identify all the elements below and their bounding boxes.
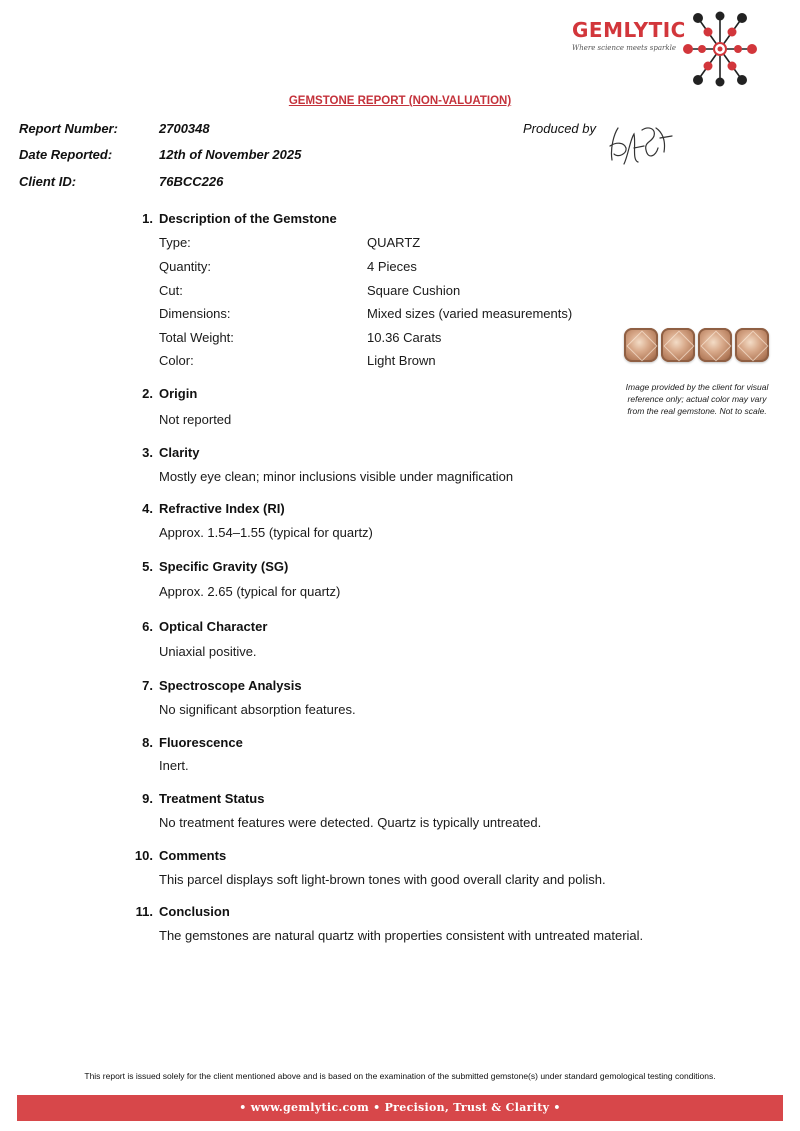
section-title: Comments xyxy=(159,848,227,863)
meta-label: Report Number: xyxy=(19,121,118,136)
footer-bar xyxy=(17,1095,783,1121)
property-type xyxy=(159,235,619,253)
section-number: 5. xyxy=(142,559,153,574)
section-spectroscope xyxy=(135,678,735,717)
signature-icon xyxy=(604,120,676,174)
gemstone-photo xyxy=(624,324,772,364)
section-number: 2. xyxy=(142,386,153,401)
property-value: QUARTZ xyxy=(367,235,421,250)
gemstone-image xyxy=(624,328,658,362)
section-heading xyxy=(135,386,735,404)
gemlytic-logo-icon xyxy=(680,10,760,88)
meta-value: 12th of November 2025 xyxy=(159,147,302,162)
section-heading xyxy=(135,501,735,519)
section-description xyxy=(135,211,735,368)
gemstone-image xyxy=(661,328,695,362)
brand-tagline: Where science meets sparkle xyxy=(572,44,677,52)
section-title: Refractive Index (RI) xyxy=(159,501,285,516)
section-number: 9. xyxy=(142,791,153,806)
section-number: 6. xyxy=(142,619,153,634)
brand-name: GEMLYTIC xyxy=(572,18,686,42)
section-number: 8. xyxy=(142,735,153,750)
property-label: Cut: xyxy=(159,283,183,298)
meta-value: 76BCC226 xyxy=(159,174,224,189)
footer-disclaimer: This report is issued solely for the client mentioned above and is based on the examination of the submitted gemstone(s) under standard gemological testing conditions. xyxy=(84,1071,716,1081)
section-treatment-status xyxy=(135,791,735,830)
property-value: Light Brown xyxy=(367,353,436,368)
property-value: Mixed sizes (varied measurements) xyxy=(367,306,573,321)
produced-by: Produced by xyxy=(523,121,596,136)
section-text: Approx. 2.65 (typical for quartz) xyxy=(159,584,341,599)
section-text: Mostly eye clean; minor inclusions visible under magnification xyxy=(159,469,514,484)
meta-label: Date Reported: xyxy=(19,147,113,162)
section-text: No treatment features were detected. Quartz is typically untreated. xyxy=(159,815,542,830)
section-number: 7. xyxy=(142,678,153,693)
section-title: Conclusion xyxy=(159,904,230,919)
section-title: Optical Character xyxy=(159,619,268,634)
section-text: Not reported xyxy=(159,412,232,427)
footer-bar-text: • www.gemlytic.com • Precision, Trust & Clarity • xyxy=(239,1101,561,1114)
section-heading xyxy=(135,559,735,577)
property-dimensions xyxy=(159,306,619,324)
section-heading xyxy=(135,678,735,696)
section-heading xyxy=(135,445,735,463)
section-optical-character xyxy=(135,619,735,659)
section-specific-gravity xyxy=(135,559,735,599)
section-heading xyxy=(135,904,735,922)
section-text: Approx. 1.54–1.55 (typical for quartz) xyxy=(159,525,373,540)
section-heading xyxy=(135,735,735,753)
caption-line: from the real gemstone. Not to scale. xyxy=(627,406,767,416)
brand xyxy=(572,18,686,52)
section-number: 10. xyxy=(134,848,153,863)
property-label: Type: xyxy=(159,235,191,250)
gemstone-image xyxy=(735,328,769,362)
property-color xyxy=(159,353,619,371)
section-title: Treatment Status xyxy=(159,791,265,806)
gemstone-image xyxy=(698,328,732,362)
section-title: Spectroscope Analysis xyxy=(159,678,302,693)
section-conclusion xyxy=(135,904,735,943)
section-text: The gemstones are natural quartz with properties consistent with untreated material. xyxy=(159,928,644,943)
property-label: Color: xyxy=(159,353,194,368)
section-number: 4. xyxy=(142,501,153,516)
property-value: 10.36 Carats xyxy=(367,330,442,345)
property-label: Total Weight: xyxy=(159,330,234,345)
meta-label: Client ID: xyxy=(19,174,77,189)
section-fluorescence xyxy=(135,735,735,773)
property-total-weight xyxy=(159,330,619,348)
property-label: Dimensions: xyxy=(159,306,231,321)
section-refractive-index xyxy=(135,501,735,540)
section-clarity xyxy=(135,445,735,484)
section-title: Fluorescence xyxy=(159,735,243,750)
section-title: Specific Gravity (SG) xyxy=(159,559,289,574)
property-quantity xyxy=(159,259,619,277)
section-text: No significant absorption features. xyxy=(159,702,356,717)
section-number: 11. xyxy=(135,904,153,919)
section-text: This parcel displays soft light-brown tones with good overall clarity and polish. xyxy=(159,872,606,887)
meta-value: 2700348 xyxy=(159,121,210,136)
section-heading xyxy=(135,619,735,637)
property-cut xyxy=(159,283,619,301)
section-text: Inert. xyxy=(159,758,189,773)
property-value: Square Cushion xyxy=(367,283,461,298)
section-comments xyxy=(134,848,735,887)
property-label: Quantity: xyxy=(159,259,212,274)
report-title: GEMSTONE REPORT (NON-VALUATION) xyxy=(288,95,512,107)
section-number: 1. xyxy=(142,211,153,226)
section-title: Description of the Gemstone xyxy=(159,211,337,226)
section-text: Uniaxial positive. xyxy=(159,644,257,659)
section-heading xyxy=(135,791,735,809)
section-title: Origin xyxy=(159,386,198,401)
caption-line: reference only; actual color may vary xyxy=(627,394,767,404)
section-heading xyxy=(135,848,735,866)
caption-line: Image provided by the client for visual xyxy=(625,382,769,392)
section-number: 3. xyxy=(142,445,153,460)
section-heading xyxy=(135,211,735,229)
property-value: 4 Pieces xyxy=(367,259,417,274)
section-title: Clarity xyxy=(159,445,200,460)
